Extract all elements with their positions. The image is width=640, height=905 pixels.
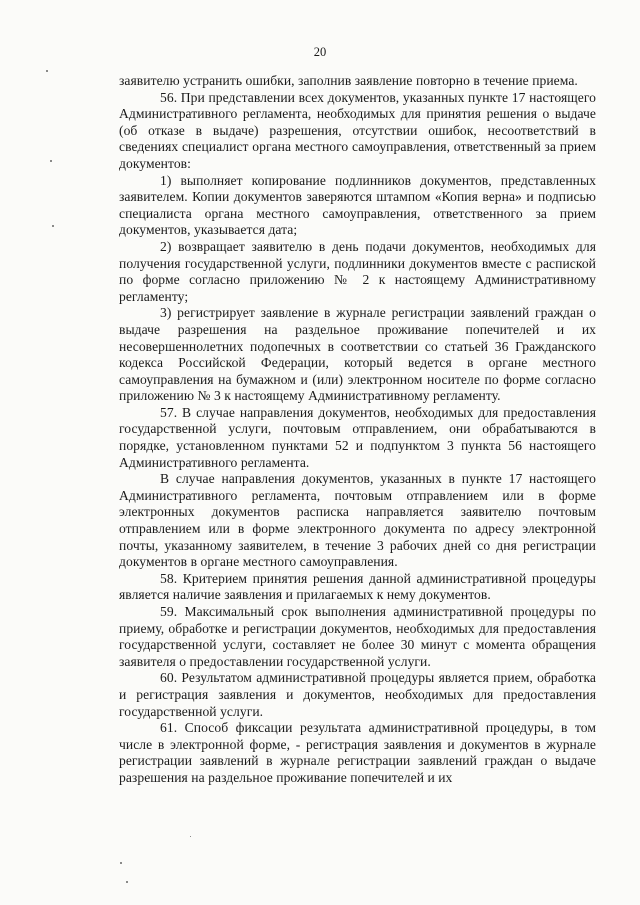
paragraph-57-mail: В случае направления документов, указанных в пункте 17 настоящего Административного регламента, почтовым отправлением или в форме электронных документов расписка направляется заявителю почтовым отправлением или в форме электронного документа по адресу электронной почты, указанному заявителем, в течение 3 рабочих дней со дня регистрации документов в органе местного самоуправления. (119, 471, 596, 570)
paragraph-56-item-1: 1) выполняет копирование подлинников документов, представленных заявителем. Копии документов заверяются штампом «Копия верна» и подписью специалиста органа местного самоуправления, ответственного за прием документов, указывается дата; (119, 172, 596, 238)
paragraph-60: 60. Результатом административной процедуры является прием, обработка и регистрация заявления и документов, необходимых для предоставления государственной услуги. (119, 670, 596, 719)
paragraph-59: 59. Максимальный срок выполнения административной процедуры по приему, обработке и регистрации документов, необходимых для предоставления государственной услуги, составляет не более 30 минут с момента обращения заявителя о предоставлении государственной услуги. (119, 604, 596, 669)
scan-speck (52, 225, 54, 227)
scan-speck (50, 160, 52, 162)
scan-speck (190, 836, 191, 837)
scan-speck (126, 881, 128, 883)
paragraph-61: 61. Способ фиксации результата административной процедуры, в том числе в электронной форме, - регистрация заявления и документов в журнале регистрации заявлений в журнале регистрации заявлений граждан о выдаче разрешения на раздельное проживание попечителей и их (119, 720, 596, 785)
paragraph-56: 56. При представлении всех документов, указанных пункте 17 настоящего Административного регламента, необходимых для принятия решения о выдаче (об отказе в выдаче) разрешения, отсутствии ошибок, несоответствий в сведениях специалист органа местного самоуправления, ответственный за прием документов: (119, 89, 596, 171)
paragraph-continuation: заявителю устранить ошибки, заполнив заявление повторно в течение приема. (119, 73, 578, 88)
paragraph-58: 58. Критерием принятия решения данной административной процедуры является наличие заявления и прилагаемых к нему документов. (119, 570, 596, 603)
page-number: 20 (313, 45, 327, 59)
scan-speck (120, 862, 122, 864)
paragraph-56-item-2: 2) возвращает заявителю в день подачи документов, необходимых для получения государственной услуги, подлинники документов вместе с распиской по форме согласно приложению № 2 к настоящему Административному регламенту; (119, 238, 596, 304)
paragraph-56-item-3: 3) регистрирует заявление в журнале регистрации заявлений граждан о выдаче разрешения на раздельное проживание попечителей и их несовершеннолетних подопечных в соответствии со статьей 36 Гражданского кодекса Российской Федерации, который ведется в органе местного самоуправления на бумажном и (или) электронном носителе по форме согласно приложению № 3 к настоящему Административному регламенту. (119, 305, 596, 404)
paragraph-57: 57. В случае направления документов, необходимых для предоставления государственной услуги, почтовым отправлением, они обрабатываются в порядке, установленном пунктами 52 и подпунктом 3 пункта 56 настоящего Административного регламента. (119, 404, 596, 470)
document-body (119, 73, 596, 787)
scan-speck (46, 70, 48, 72)
